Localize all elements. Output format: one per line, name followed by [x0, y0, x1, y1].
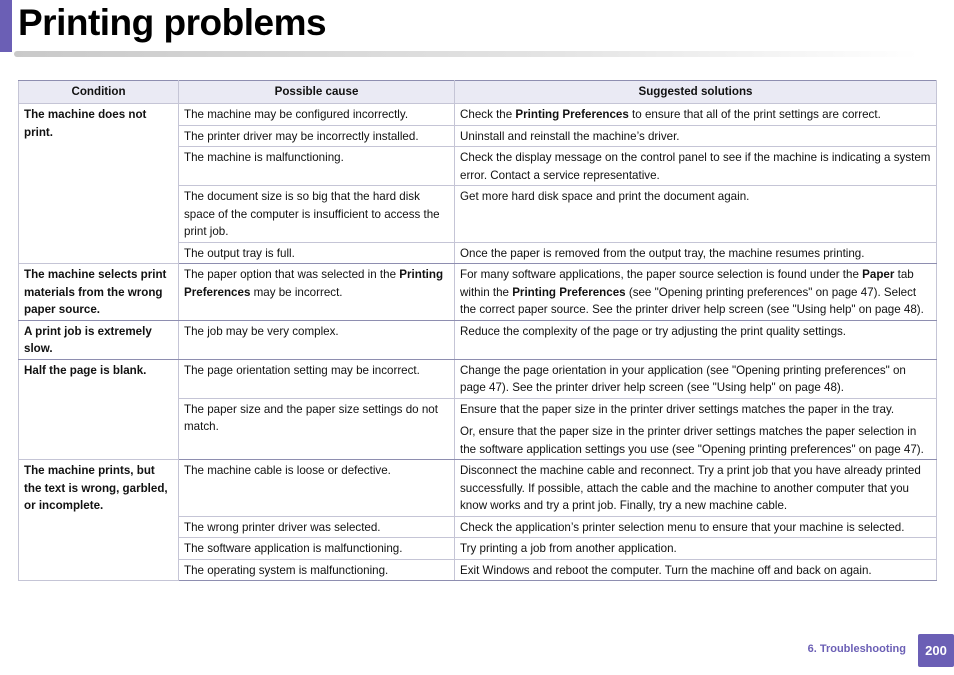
- title-underline: [14, 51, 919, 57]
- condition-cell: Half the page is blank.: [19, 359, 179, 460]
- solution-cell: [455, 104, 937, 126]
- solution-text: to ensure that all of the print settings are correct.: [628, 108, 881, 121]
- cause-text: The paper option that was selected in the: [184, 268, 400, 281]
- condition-cell: The machine selects print materials from the wrong paper source.: [19, 264, 179, 321]
- solution-text: Ensure that the paper size in the printer driver settings matches the paper in the tray.: [460, 402, 895, 416]
- solution-cell: Exit Windows and reboot the computer. Turn the machine off and back on again.: [455, 559, 937, 581]
- cause-cell: The document size is so big that the hard disk space of the computer is insufficient to access the print job.: [179, 186, 455, 243]
- cause-cell: The machine may be configured incorrectly.: [179, 104, 455, 126]
- solution-cell: Disconnect the machine cable and reconnect. Try a print job that you have already printed successfully. If possible, attach the cable and the machine to another computer that you know works and try a print job. Finally, try a new machine cable.: [455, 460, 937, 517]
- solution-cell: Change the page orientation in your application (see "Opening printing preferences" on page 47). See the printer driver help screen (see "Using help" on page 48).: [455, 359, 937, 398]
- solution-text: tab within the: [460, 268, 914, 299]
- solution-cell: Uninstall and reinstall the machine’s driver.: [455, 125, 937, 147]
- solution-cell: [455, 264, 937, 321]
- cause-cell: The wrong printer driver was selected.: [179, 516, 455, 538]
- footer-chapter-label: 6. Troubleshooting: [807, 643, 906, 655]
- cause-cell: The machine cable is loose or defective.: [179, 460, 455, 517]
- solution-cell: Reduce the complexity of the page or try adjusting the print quality settings.: [455, 320, 937, 359]
- table-header-row: [19, 81, 937, 104]
- page-title: Printing problems: [18, 2, 327, 43]
- solution-text-alternative: Or, ensure that the paper size in the printer driver settings matches the paper selection in the software application settings you use (see "Opening printing preferences" on page 47).: [460, 425, 924, 456]
- condition-cell: A print job is extremely slow.: [19, 320, 179, 359]
- cause-cell: The job may be very complex.: [179, 320, 455, 359]
- title-accent-bar: [0, 0, 12, 52]
- table-row: [19, 320, 937, 359]
- solution-text: (see "Opening printing preferences" on page 47). Select the correct paper source. See the printer driver help screen (see "Using help" on page 48).: [460, 285, 924, 316]
- table-row: [19, 460, 937, 517]
- table-row: [19, 104, 937, 126]
- ui-term-printing-preferences: Printing Preferences: [184, 268, 444, 299]
- page-number: 200: [918, 634, 954, 667]
- column-header-condition: Condition: [19, 81, 179, 104]
- table-row: [19, 359, 937, 398]
- cause-cell: The paper size and the paper size settings do not match.: [179, 398, 455, 460]
- cause-text: may be incorrect.: [250, 285, 343, 299]
- column-header-solutions: Suggested solutions: [455, 81, 937, 104]
- cause-cell: The output tray is full.: [179, 242, 455, 264]
- solution-text: Check the: [460, 108, 516, 121]
- cause-cell: The page orientation setting may be incorrect.: [179, 359, 455, 398]
- table-row: [19, 264, 937, 321]
- solution-cell: Check the application’s printer selection menu to ensure that your machine is selected.: [455, 516, 937, 538]
- solution-cell: Try printing a job from another application.: [455, 538, 937, 560]
- cause-cell: The machine is malfunctioning.: [179, 147, 455, 186]
- condition-cell: The machine does not print.: [19, 104, 179, 264]
- solution-cell: Get more hard disk space and print the document again.: [455, 186, 937, 243]
- solution-text: For many software applications, the paper source selection is found under the: [460, 268, 863, 281]
- column-header-cause: Possible cause: [179, 81, 455, 104]
- solution-cell: Check the display message on the control panel to see if the machine is indicating a system error. Contact a service representative.: [455, 147, 937, 186]
- solution-cell: Once the paper is removed from the output tray, the machine resumes printing.: [455, 242, 937, 264]
- cause-cell: [179, 264, 455, 321]
- ui-term-printing-preferences: Printing Preferences: [515, 108, 629, 121]
- cause-cell: The software application is malfunctioning.: [179, 538, 455, 560]
- cause-cell: The printer driver may be incorrectly installed.: [179, 125, 455, 147]
- solution-cell: [455, 398, 937, 460]
- ui-term-printing-preferences: Printing Preferences: [512, 285, 626, 299]
- cause-cell: The operating system is malfunctioning.: [179, 559, 455, 581]
- condition-cell: The machine prints, but the text is wrong, garbled, or incomplete.: [19, 460, 179, 581]
- ui-term-paper: Paper: [862, 268, 895, 281]
- printing-problems-table: [18, 80, 937, 581]
